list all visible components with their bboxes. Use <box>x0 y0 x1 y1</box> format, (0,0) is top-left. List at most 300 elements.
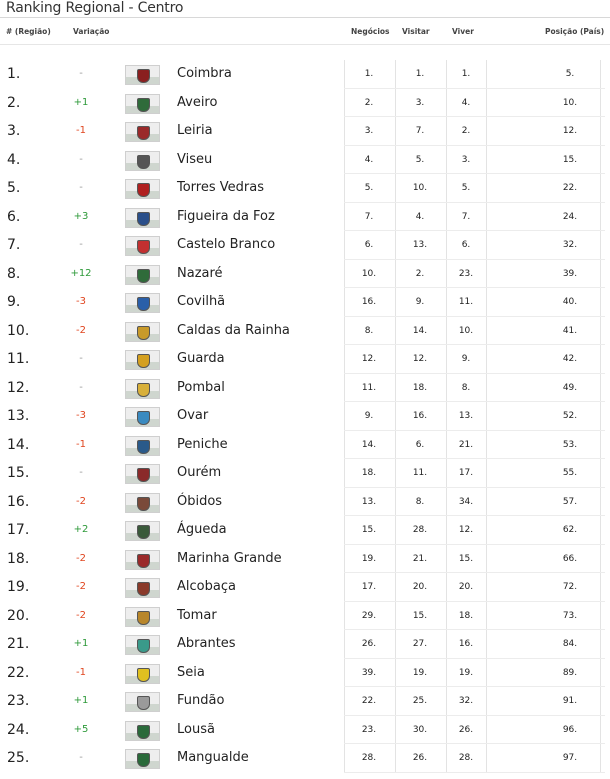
business-rank-cell: 9. <box>364 411 374 421</box>
live-rank-cell: 23. <box>458 268 474 279</box>
country-position-cell: 66. <box>562 553 578 564</box>
table-row <box>0 288 610 317</box>
column-divider <box>486 459 487 488</box>
column-divider <box>395 716 396 745</box>
table-row <box>0 602 610 631</box>
city-crest-icon <box>125 322 160 342</box>
live-rank-cell: 1. <box>461 69 471 79</box>
country-position-cell: 15. <box>562 154 578 165</box>
table-row <box>0 260 610 289</box>
live-rank-cell: 17. <box>458 468 474 478</box>
city-crest-icon <box>125 635 160 655</box>
column-divider <box>486 117 487 146</box>
column-divider <box>395 630 396 659</box>
country-position-cell: 84. <box>562 639 578 649</box>
city-name-link[interactable]: Aveiro <box>177 94 218 110</box>
table-row <box>0 744 610 773</box>
column-divider <box>600 630 601 659</box>
column-divider <box>344 744 345 773</box>
table-row <box>0 630 610 659</box>
city-name-link[interactable]: Nazaré <box>177 265 223 281</box>
visit-rank-cell: 7. <box>415 126 425 136</box>
rank-cell: 3. <box>7 123 21 139</box>
visit-rank-cell: 18. <box>412 382 428 393</box>
column-divider <box>344 659 345 688</box>
column-divider <box>344 374 345 403</box>
column-divider <box>600 317 601 346</box>
rank-cell: 22. <box>7 664 30 681</box>
title-divider <box>0 17 610 18</box>
column-divider <box>486 716 487 745</box>
column-divider <box>344 345 345 374</box>
variation-cell: -3 <box>76 410 86 421</box>
visit-rank-cell: 1. <box>415 69 425 79</box>
column-divider <box>486 146 487 175</box>
rank-cell: 9. <box>7 294 21 310</box>
column-divider <box>486 545 487 574</box>
column-divider <box>486 231 487 260</box>
rank-cell: 11. <box>7 351 30 367</box>
live-rank-cell: 10. <box>458 325 474 336</box>
column-divider <box>600 602 601 631</box>
variation-cell: +3 <box>73 210 89 222</box>
header-variation: Variação <box>73 27 110 36</box>
column-divider <box>486 488 487 517</box>
column-divider <box>486 659 487 688</box>
header-country-position: Posição (País) <box>545 27 605 36</box>
column-divider <box>486 174 487 203</box>
rank-cell: 6. <box>7 208 21 225</box>
city-crest-icon <box>125 464 160 484</box>
live-rank-cell: 16. <box>458 639 474 649</box>
country-position-cell: 5. <box>565 69 575 79</box>
city-name-link[interactable]: Peniche <box>177 436 228 452</box>
city-name-link[interactable]: Óbidos <box>177 493 223 509</box>
column-divider <box>395 146 396 175</box>
variation-cell: - <box>79 68 83 79</box>
column-divider <box>446 488 447 517</box>
column-divider <box>600 117 601 146</box>
column-divider <box>395 374 396 403</box>
column-divider <box>395 459 396 488</box>
city-name-link[interactable]: Leiria <box>177 123 213 138</box>
table-row <box>0 60 610 89</box>
table-row <box>0 545 610 574</box>
column-divider <box>600 431 601 460</box>
column-divider <box>600 146 601 175</box>
column-divider <box>344 516 345 545</box>
column-divider <box>395 431 396 460</box>
rank-cell: 16. <box>7 493 30 510</box>
column-divider <box>446 146 447 175</box>
column-divider <box>344 602 345 631</box>
visit-rank-cell: 12. <box>412 354 428 364</box>
rank-cell: 5. <box>7 180 21 196</box>
live-rank-cell: 34. <box>458 496 474 507</box>
rank-cell: 19. <box>7 579 30 595</box>
city-crest-icon <box>125 236 160 256</box>
country-position-cell: 89. <box>562 667 578 678</box>
header-divider <box>0 44 610 45</box>
city-crest-icon <box>125 94 160 114</box>
variation-cell: - <box>79 381 83 393</box>
visit-rank-cell: 8. <box>415 496 425 507</box>
city-crest-icon <box>125 350 160 370</box>
column-divider <box>600 231 601 260</box>
business-rank-cell: 16. <box>361 297 377 307</box>
column-divider <box>446 402 447 431</box>
column-divider <box>344 288 345 317</box>
column-divider <box>395 288 396 317</box>
table-row <box>0 317 610 346</box>
column-divider <box>486 317 487 346</box>
business-rank-cell: 19. <box>361 553 377 564</box>
visit-rank-cell: 9. <box>415 297 425 307</box>
column-divider <box>395 402 396 431</box>
city-name-link[interactable]: Ovar <box>177 408 209 423</box>
country-position-cell: 91. <box>562 696 578 706</box>
column-divider <box>446 117 447 146</box>
row-divider <box>344 772 605 773</box>
variation-cell: - <box>79 752 83 763</box>
city-name-link[interactable]: Seia <box>177 664 205 680</box>
variation-cell: -1 <box>76 125 86 136</box>
column-divider <box>344 545 345 574</box>
column-divider <box>486 573 487 602</box>
business-rank-cell: 6. <box>364 240 374 250</box>
variation-cell: +5 <box>73 723 89 735</box>
column-divider <box>486 602 487 631</box>
live-rank-cell: 12. <box>458 525 474 535</box>
city-name-link[interactable]: Mangualde <box>177 750 249 765</box>
country-position-cell: 42. <box>562 354 578 364</box>
live-rank-cell: 9. <box>461 354 471 364</box>
live-rank-cell: 32. <box>458 696 474 706</box>
column-divider <box>395 260 396 289</box>
city-name-link[interactable]: Torres Vedras <box>177 180 264 195</box>
variation-cell: +1 <box>73 695 89 706</box>
country-position-cell: 73. <box>562 610 578 621</box>
city-name-link[interactable]: Figueira da Foz <box>177 208 275 224</box>
column-divider <box>600 374 601 403</box>
column-divider <box>344 459 345 488</box>
city-name-link[interactable]: Abrantes <box>177 636 236 651</box>
city-name-link[interactable]: Alcobaça <box>177 579 236 594</box>
business-rank-cell: 28. <box>361 753 377 763</box>
live-rank-cell: 20. <box>458 582 474 592</box>
column-divider <box>395 602 396 631</box>
visit-rank-cell: 30. <box>412 724 428 735</box>
live-rank-cell: 21. <box>458 439 474 450</box>
column-divider <box>446 89 447 118</box>
column-divider <box>446 231 447 260</box>
column-divider <box>344 60 345 89</box>
country-position-cell: 10. <box>562 97 578 108</box>
column-divider <box>600 488 601 517</box>
rank-cell: 25. <box>7 750 30 766</box>
table-row <box>0 716 610 745</box>
rank-cell: 7. <box>7 237 21 253</box>
country-position-cell: 62. <box>562 525 578 535</box>
visit-rank-cell: 15. <box>412 610 428 621</box>
business-rank-cell: 10. <box>361 268 377 279</box>
business-rank-cell: 23. <box>361 724 377 735</box>
business-rank-cell: 14. <box>361 439 377 450</box>
column-divider <box>486 288 487 317</box>
visit-rank-cell: 10. <box>412 183 428 193</box>
city-name-link[interactable]: Castelo Branco <box>177 237 276 252</box>
table-row <box>0 174 610 203</box>
column-divider <box>486 687 487 716</box>
ranking-table <box>0 60 610 773</box>
country-position-cell: 53. <box>562 439 578 450</box>
rank-cell: 14. <box>7 436 30 453</box>
table-row <box>0 659 610 688</box>
visit-rank-cell: 20. <box>412 582 428 592</box>
column-divider <box>395 60 396 89</box>
table-row <box>0 203 610 232</box>
column-divider <box>486 744 487 773</box>
city-name-link[interactable]: Águeda <box>177 522 227 537</box>
variation-cell: -2 <box>76 495 86 507</box>
visit-rank-cell: 14. <box>412 325 428 336</box>
variation-cell: - <box>79 353 83 364</box>
city-name-link[interactable]: Pombal <box>177 379 225 395</box>
column-divider <box>486 630 487 659</box>
live-rank-cell: 26. <box>458 724 474 735</box>
country-position-cell: 41. <box>562 325 578 336</box>
rank-cell: 18. <box>7 550 30 567</box>
visit-rank-cell: 2. <box>415 268 425 279</box>
table-row <box>0 516 610 545</box>
live-rank-cell: 8. <box>461 382 471 393</box>
rank-cell: 24. <box>7 721 30 738</box>
city-crest-icon <box>125 749 160 769</box>
variation-cell: +12 <box>70 267 92 279</box>
variation-cell: -3 <box>76 296 86 307</box>
city-crest-icon <box>125 721 160 741</box>
country-position-cell: 72. <box>562 582 578 592</box>
rank-cell: 1. <box>7 66 21 82</box>
city-crest-icon <box>125 521 160 541</box>
business-rank-cell: 12. <box>361 354 377 364</box>
variation-cell: -2 <box>76 324 86 336</box>
column-divider <box>600 260 601 289</box>
column-divider <box>486 60 487 89</box>
column-divider <box>344 231 345 260</box>
business-rank-cell: 15. <box>361 525 377 535</box>
city-crest-icon <box>125 379 160 399</box>
column-divider <box>344 89 345 118</box>
column-divider <box>446 602 447 631</box>
visit-rank-cell: 5. <box>415 154 425 165</box>
business-rank-cell: 5. <box>364 183 374 193</box>
column-divider <box>344 488 345 517</box>
column-divider <box>395 488 396 517</box>
column-divider <box>600 545 601 574</box>
live-rank-cell: 28. <box>458 753 474 763</box>
city-name-link[interactable]: Caldas da Rainha <box>177 322 290 338</box>
city-name-link[interactable]: Guarda <box>177 351 225 366</box>
column-divider <box>344 117 345 146</box>
column-divider <box>446 516 447 545</box>
city-crest-icon <box>125 578 160 598</box>
city-crest-icon <box>125 179 160 199</box>
country-position-cell: 24. <box>562 211 578 222</box>
business-rank-cell: 2. <box>364 97 374 108</box>
column-divider <box>395 573 396 602</box>
column-divider <box>600 716 601 745</box>
rank-cell: 8. <box>7 265 21 282</box>
column-divider <box>486 345 487 374</box>
country-position-cell: 97. <box>562 753 578 763</box>
table-row <box>0 231 610 260</box>
visit-rank-cell: 19. <box>412 667 428 678</box>
column-divider <box>344 317 345 346</box>
variation-cell: -1 <box>76 438 86 450</box>
column-divider <box>395 231 396 260</box>
column-divider <box>446 545 447 574</box>
column-divider <box>446 573 447 602</box>
city-name-link[interactable]: Covilhã <box>177 294 226 309</box>
visit-rank-cell: 13. <box>412 240 428 250</box>
city-crest-icon <box>125 407 160 427</box>
business-rank-cell: 8. <box>364 325 374 336</box>
variation-cell: +2 <box>73 524 89 535</box>
column-divider <box>395 203 396 232</box>
column-divider <box>446 687 447 716</box>
column-divider <box>600 288 601 317</box>
page-title: Ranking Regional - Centro <box>6 0 184 16</box>
city-name-link[interactable]: Lousã <box>177 721 215 737</box>
column-divider <box>486 516 487 545</box>
column-divider <box>600 60 601 89</box>
live-rank-cell: 19. <box>458 667 474 678</box>
country-position-cell: 55. <box>562 468 578 478</box>
visit-rank-cell: 27. <box>412 639 428 649</box>
column-divider <box>486 402 487 431</box>
column-divider <box>446 203 447 232</box>
variation-cell: -1 <box>76 666 86 678</box>
column-divider <box>446 260 447 289</box>
table-row <box>0 431 610 460</box>
country-position-cell: 39. <box>562 268 578 279</box>
visit-rank-cell: 28. <box>412 525 428 535</box>
rank-cell: 15. <box>7 465 30 481</box>
column-divider <box>486 374 487 403</box>
live-rank-cell: 11. <box>458 297 474 307</box>
column-divider <box>344 260 345 289</box>
country-position-cell: 52. <box>562 411 578 421</box>
table-row <box>0 374 610 403</box>
city-name-link[interactable]: Marinha Grande <box>177 550 282 566</box>
business-rank-cell: 3. <box>364 126 374 136</box>
live-rank-cell: 6. <box>461 240 471 250</box>
column-divider <box>600 345 601 374</box>
column-divider <box>600 89 601 118</box>
variation-cell: - <box>79 182 83 193</box>
business-rank-cell: 11. <box>361 382 377 393</box>
city-name-link[interactable]: Tomar <box>177 607 217 623</box>
column-divider <box>446 716 447 745</box>
header-business: Negócios <box>351 27 390 36</box>
column-divider <box>344 174 345 203</box>
column-divider <box>446 630 447 659</box>
city-crest-icon <box>125 293 160 313</box>
column-divider <box>446 60 447 89</box>
table-row <box>0 402 610 431</box>
city-crest-icon <box>125 265 160 285</box>
column-divider <box>344 146 345 175</box>
table-row <box>0 146 610 175</box>
city-crest-icon <box>125 550 160 570</box>
column-divider <box>600 174 601 203</box>
business-rank-cell: 7. <box>364 211 374 222</box>
business-rank-cell: 18. <box>361 468 377 478</box>
country-position-cell: 57. <box>562 496 578 507</box>
column-divider <box>446 288 447 317</box>
variation-cell: -2 <box>76 609 86 621</box>
city-name-link[interactable]: Ourém <box>177 465 222 480</box>
column-divider <box>446 744 447 773</box>
column-divider <box>600 573 601 602</box>
live-rank-cell: 18. <box>458 610 474 621</box>
visit-rank-cell: 26. <box>412 753 428 763</box>
table-row <box>0 89 610 118</box>
country-position-cell: 96. <box>562 724 578 735</box>
city-name-link[interactable]: Fundão <box>177 693 225 708</box>
column-divider <box>446 459 447 488</box>
live-rank-cell: 3. <box>461 154 471 165</box>
column-divider <box>486 431 487 460</box>
variation-cell: - <box>79 153 83 165</box>
country-position-cell: 32. <box>562 240 578 250</box>
column-divider <box>446 659 447 688</box>
city-crest-icon <box>125 208 160 228</box>
live-rank-cell: 15. <box>458 553 474 564</box>
rank-cell: 2. <box>7 94 21 111</box>
column-divider <box>600 203 601 232</box>
column-divider <box>395 345 396 374</box>
rank-cell: 4. <box>7 151 21 168</box>
column-divider <box>344 630 345 659</box>
column-divider <box>344 687 345 716</box>
column-divider <box>344 573 345 602</box>
column-divider <box>395 659 396 688</box>
rank-cell: 12. <box>7 379 30 396</box>
table-row <box>0 488 610 517</box>
country-position-cell: 22. <box>562 183 578 193</box>
visit-rank-cell: 3. <box>415 97 425 108</box>
live-rank-cell: 4. <box>461 97 471 108</box>
column-divider <box>395 545 396 574</box>
column-divider <box>600 402 601 431</box>
business-rank-cell: 17. <box>361 582 377 592</box>
city-crest-icon <box>125 664 160 684</box>
visit-rank-cell: 25. <box>412 696 428 706</box>
column-divider <box>395 117 396 146</box>
header-rank: # (Região) <box>6 27 51 36</box>
city-name-link[interactable]: Coimbra <box>177 66 232 81</box>
column-divider <box>446 317 447 346</box>
city-crest-icon <box>125 607 160 627</box>
column-divider <box>395 744 396 773</box>
city-crest-icon <box>125 692 160 712</box>
city-crest-icon <box>125 151 160 171</box>
rank-cell: 17. <box>7 522 30 538</box>
city-name-link[interactable]: Viseu <box>177 151 213 167</box>
table-row <box>0 459 610 488</box>
